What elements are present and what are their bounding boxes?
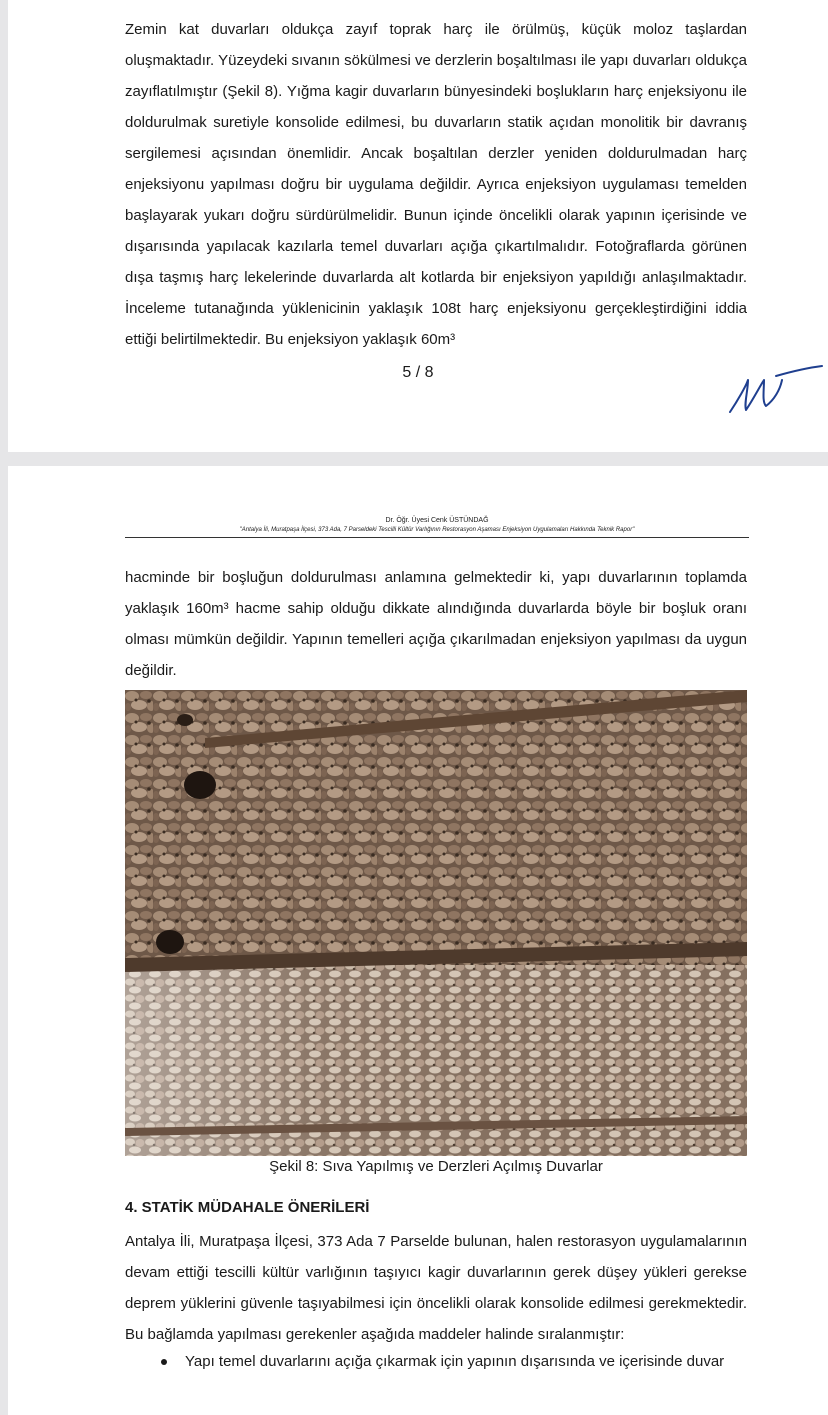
body-paragraph-continued: hacminde bir boşluğun doldurulması anlamına gelmektedir ki, yapı duvarlarının toplamda yaklaşık 160m³ hacme sahip olduğu dikkate alındığında duvarlarda böyle bir boşluk oranı olması mümkün değildir. Yapının temelleri açığa çıkarılmadan enjeksiyon yapılması da uygun değildir. <box>125 569 747 679</box>
header-author: Dr. Öğr. Üyesi Cenk ÜSTÜNDAĞ <box>385 517 489 524</box>
document-page-5 <box>8 0 828 452</box>
figure-caption: Şekil 8: Sıva Yapılmış ve Derzleri Açılmış Duvarlar <box>269 1158 603 1175</box>
page-number: 5 / 8 <box>402 364 434 381</box>
bullet-list <box>125 1346 747 1377</box>
header-report-title: "Antalya İli, Muratpaşa İlçesi, 373 Ada, 7 Parseldeki Tescilli Kültür Varlığının Restorasyon Aşaması Enjeksiyon Uygulamaları Hakkında Teknik Rapor" <box>239 527 635 533</box>
wall-photo <box>125 690 747 1156</box>
section-paragraph: Antalya İli, Muratpaşa İlçesi, 373 Ada 7 Parselde bulunan, halen restorasyon uygulamalarının devam ettiği tescilli kültür varlığının taşıyıcı kagir duvarlarının gerek düşey yükleri gerekse deprem yüklerini güvenle taşıyabilmesi için öncelikli olarak konsolide edilmesi gerekmektedir. Bu bağlamda yapılması gerekenler aşağıda maddeler halinde sıralanmıştır: <box>125 1233 747 1343</box>
section-heading: 4. STATİK MÜDAHALE ÖNERİLERİ <box>125 1199 370 1216</box>
bullet-icon <box>161 1359 167 1365</box>
running-header <box>125 516 749 538</box>
list-item-text: Yapı temel duvarlarını açığa çıkarmak için yapının dışarısında ve içerisinde duvar <box>185 1353 725 1370</box>
body-paragraph: Zemin kat duvarları oldukça zayıf toprak harç ile örülmüş, küçük moloz taşlardan oluşmaktadır. Yüzeydeki sıvanın sökülmesi ve derzlerin boşaltılması ile yapı duvarları oldukça zayıflatılmıştır (Şekil 8). Yığma kagir duvarların bünyesindeki boşlukların harç enjeksiyonu ile doldurulmak suretiyle konsolide edilmesi, bu duvarların statik açıdan monolitik bir davranış sergilemesi açısından önemlidir. Ancak boşaltılan derzler yeniden doldurulmadan harç enjeksiyonu yapılması doğru bir uygulama değildir. Ayrıca enjeksiyon uygulaması temelden başlayarak yukarı doğru sürdürülmelidir. Bunun içinde öncelikli olarak yapının içerisinde ve dışarısında yapılacak kazılarla temel duvarları açığa çıkartılmalıdır. Fotoğraflarda görünen dışa taşmış harç lekelerinde duvarlarda alt kotlarda bir enjeksiyon yapıldığı anlaşılmaktadır. İnceleme tutanağında yüklenicinin yaklaşık 108t harç enjeksiyonu gerçekleştirdiğini iddia ettiği belirtilmektedir. Bu enjeksiyon yaklaşık 60m³ <box>125 21 747 348</box>
document-page-6 <box>8 466 828 1415</box>
signature-mark <box>724 360 824 420</box>
list-item <box>125 1346 747 1377</box>
